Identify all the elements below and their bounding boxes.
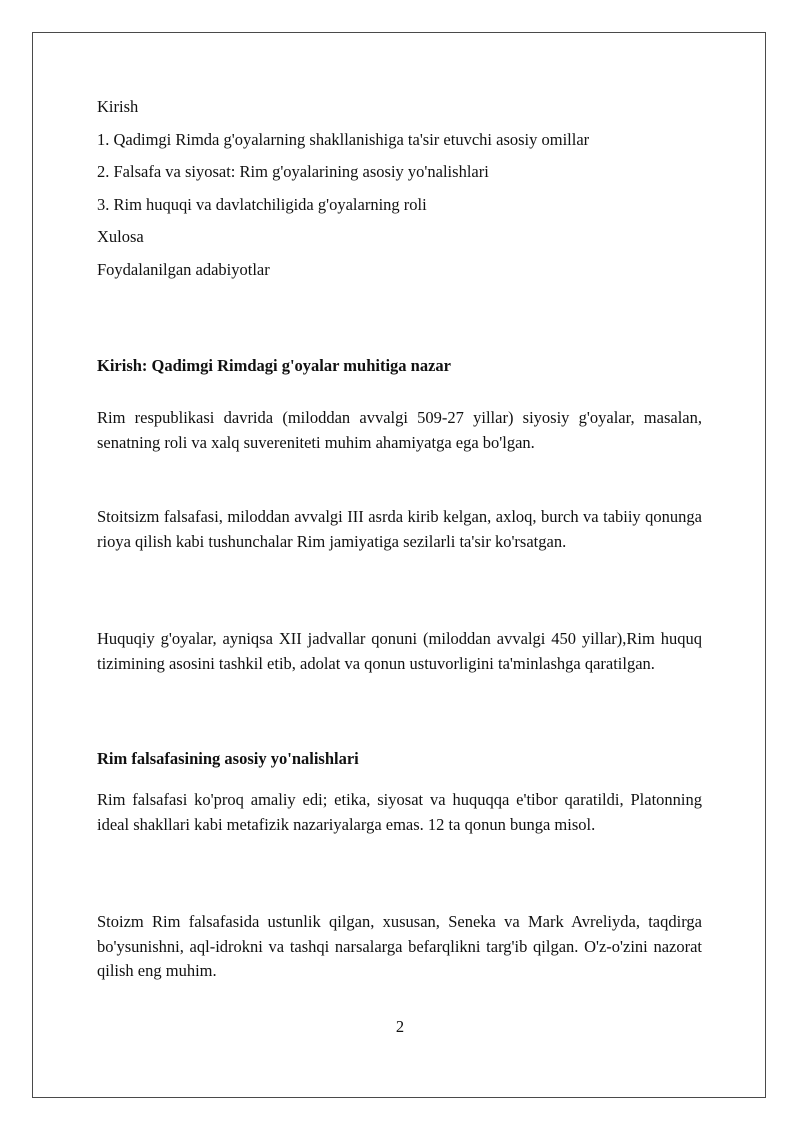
paragraph: Stoizm Rim falsafasida ustunlik qilgan, xususan, Seneka va Mark Avreliyda, taqdirga bo'ysunishni, aql-idrokni va tashqi narsalarga befarqlikni targ'ib qilgan. O'z-o'zini nazorat qilish eng muhim. [97, 912, 702, 981]
paragraph: Stoitsizm falsafasi, miloddan avvalgi III asrda kirib kelgan, axloq, burch va tabiiy qonunga rioya qilish kabi tushunchalar Rim jamiyatiga sezilarli ta'sir ko'rsatgan. [97, 507, 702, 551]
section-heading-philosophy: Rim falsafasining asosiy yo'nalishlari [97, 749, 359, 768]
paragraph: Rim falsafasi ko'proq amaliy edi; etika, siyosat va huquqqa e'tibor qaratildi, Platonning ideal shakllari kabi metafizik nazariyalarga emas. 12 ta qonun bunga misol. [97, 790, 702, 834]
paragraph: Rim respublikasi davrida (miloddan avvalgi 509-27 yillar) siyosiy g'oyalar, masalan, senatning roli va xalq suvereniteti muhim ahamiyatga ega bo'lgan. [97, 408, 702, 452]
paragraph: Huquqiy g'oyalar, ayniqsa XII jadvallar qonuni (miloddan avvalgi 450 yillar),Rim huquq tizimining asosini tashkil etib, adolat va qonun ustuvorligini ta'minlashga qaratilgan. [97, 629, 702, 673]
section-heading-intro: Kirish: Qadimgi Rimdagi g'oyalar muhitiga nazar [97, 356, 452, 375]
table-of-contents [97, 95, 702, 291]
page-number: 2 [395, 1017, 405, 1036]
toc-item-chapter-2: 2. Falsafa va siyosat: Rim g'oyalarining asosiy yo'nalishlari [97, 162, 489, 182]
toc-item-conclusion: Xulosa [97, 227, 144, 247]
toc-item-references: Foydalanilgan adabiyotlar [97, 259, 270, 279]
toc-item-intro: Kirish [97, 97, 139, 116]
toc-item-chapter-1: 1. Qadimgi Rimda g'oyalarning shakllanishiga ta'sir etuvchi asosiy omillar [97, 129, 590, 149]
toc-item-chapter-3: 3. Rim huquqi va davlatchiligida g'oyalarning roli [97, 194, 427, 214]
